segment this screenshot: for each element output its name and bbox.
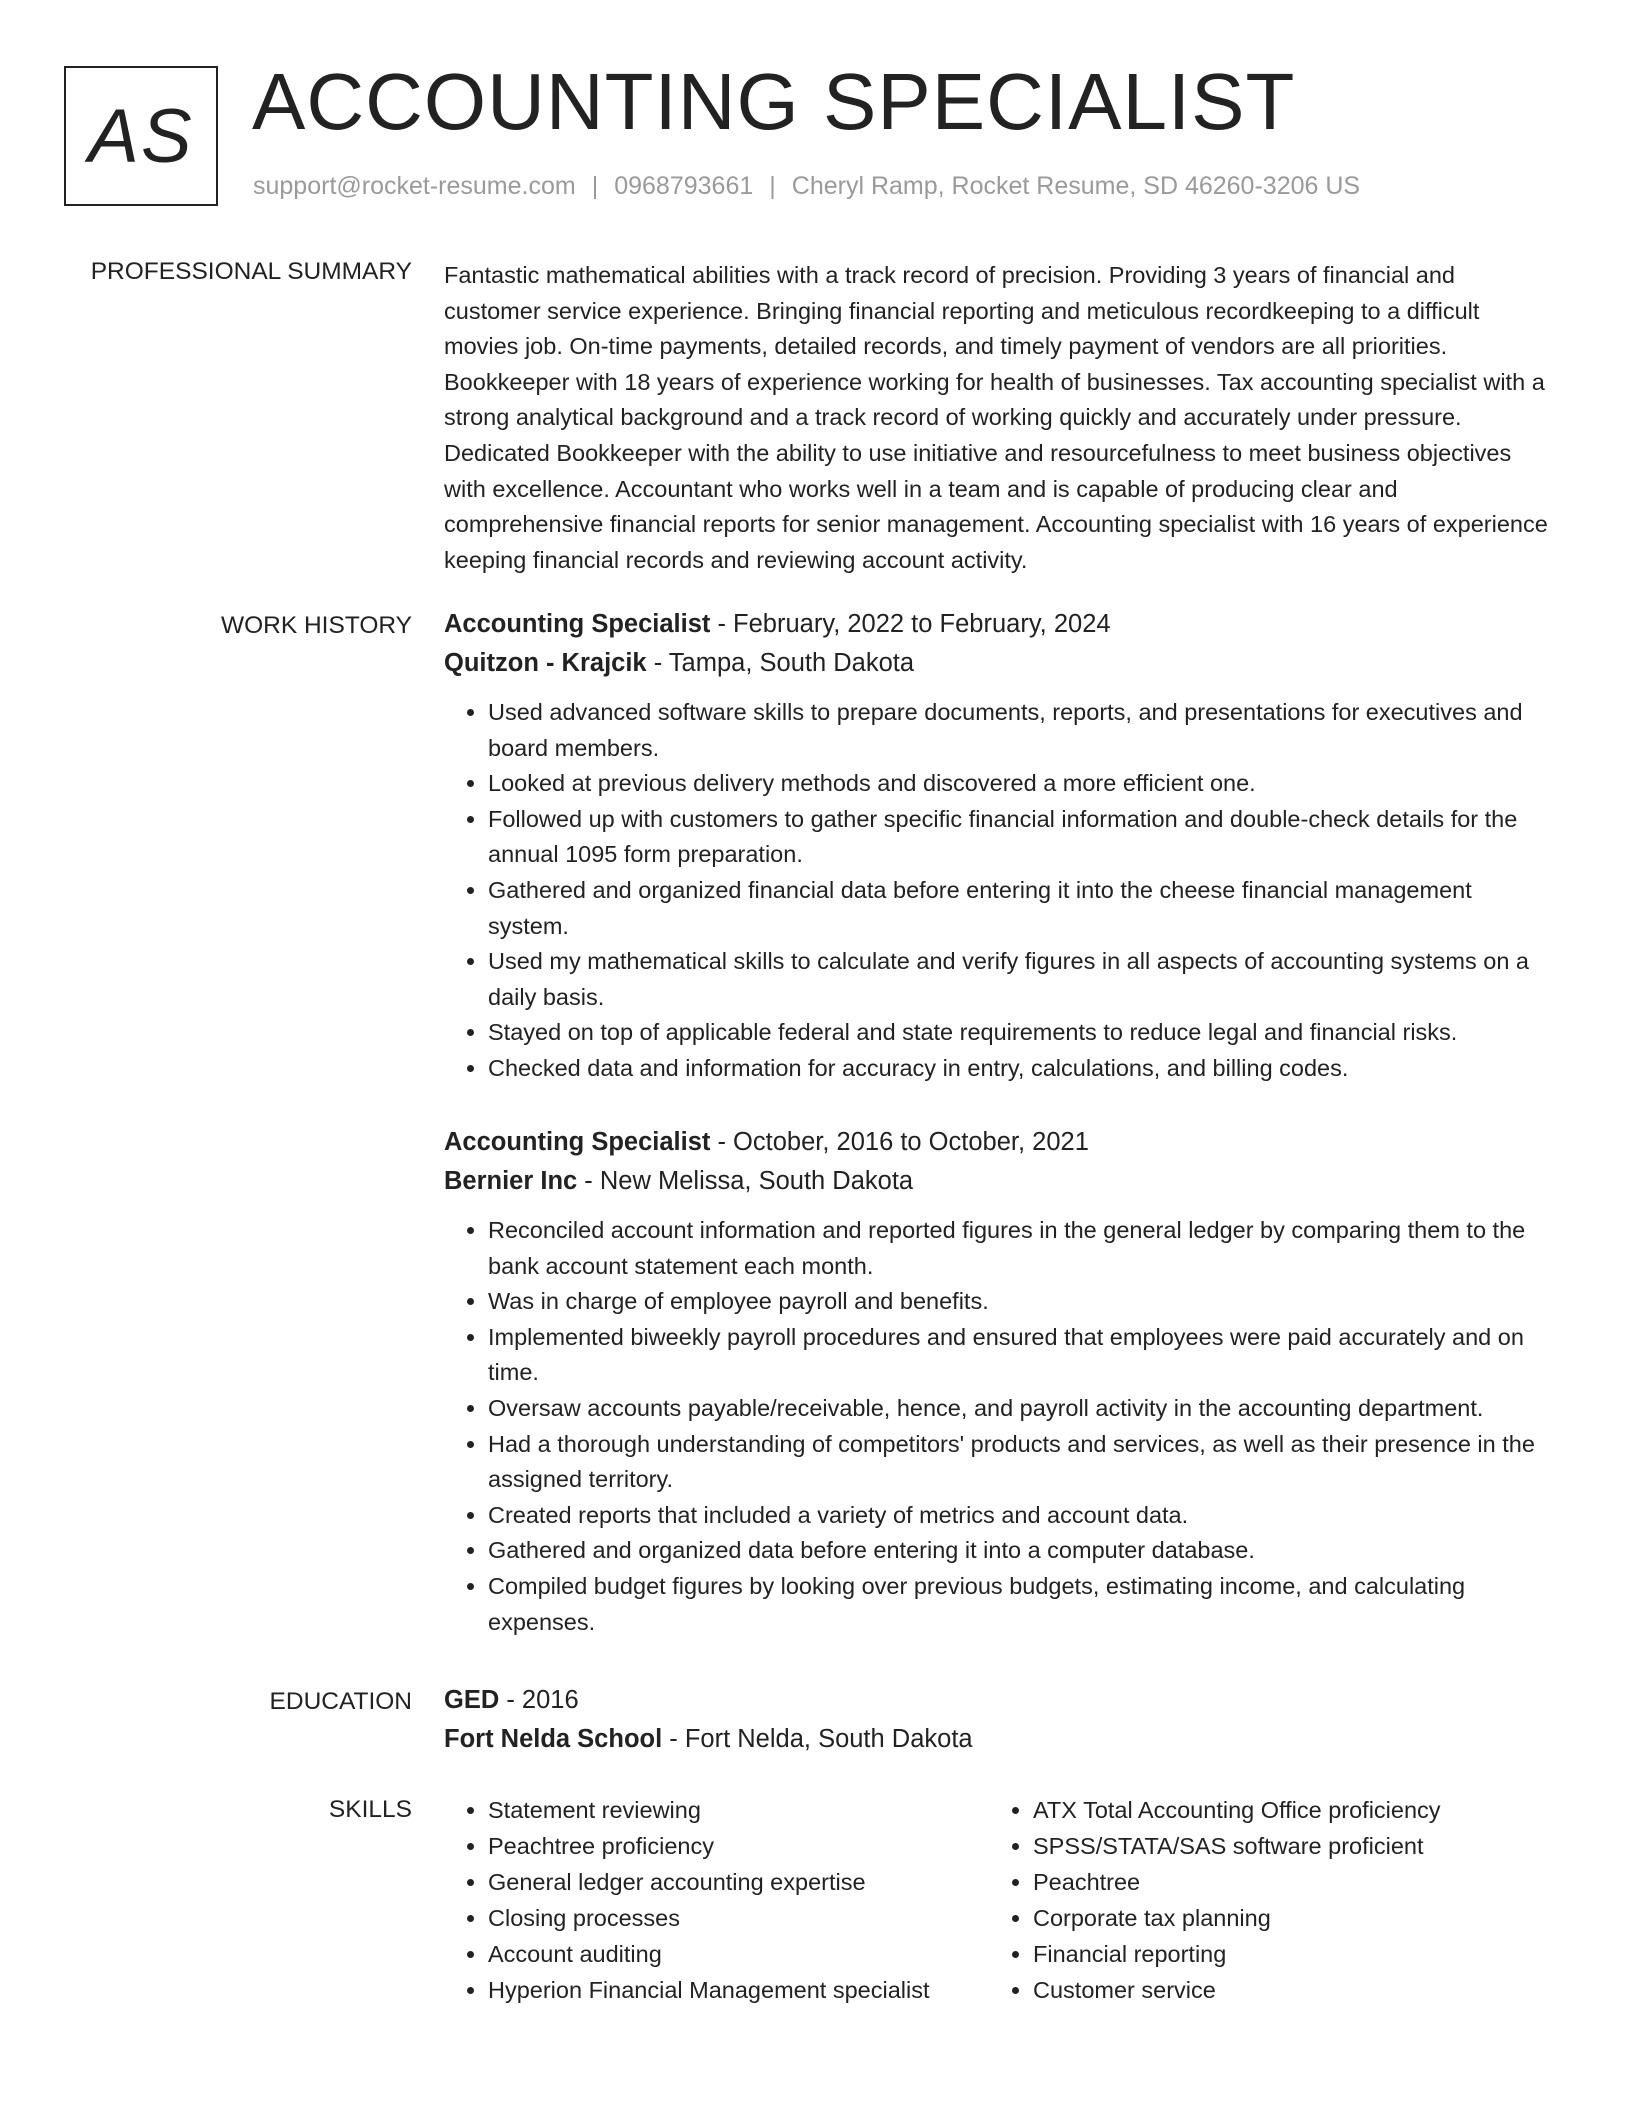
section-label-summary: PROFESSIONAL SUMMARY [90, 258, 412, 285]
skill-item: • Financial reporting [1033, 1936, 1509, 1972]
job-duty: • Gathered and organized data before entering it into a computer database. [488, 1533, 1554, 1569]
job-location: - Tampa, South Dakota [646, 649, 915, 677]
job-duty: • Used advanced software skills to prepare documents, reports, and presentations for executives and board members. [488, 695, 1554, 766]
education-location: - Fort Nelda, South Dakota [662, 1725, 973, 1753]
job-duty: • Gathered and organized financial data before entering it into the cheese financial management system. [488, 873, 1554, 944]
job-location: - New Melissa, South Dakota [577, 1167, 914, 1195]
contact-separator: | [591, 172, 599, 200]
job-duties-list [444, 1213, 1554, 1640]
skill-item: • Statement reviewing [488, 1792, 964, 1828]
education-degree-line [444, 1681, 1554, 1720]
job-company-line [444, 644, 1554, 683]
job-title: Accounting Specialist [444, 1128, 711, 1156]
education-school-line [444, 1720, 1554, 1759]
job-duty: • Created reports that included a variety of metrics and account data. [488, 1498, 1554, 1534]
job-duty: • Checked data and information for accuracy in entry, calculations, and billing codes. [488, 1051, 1554, 1087]
skill-item: • ATX Total Accounting Office proficiency [1033, 1792, 1509, 1828]
job-company: Quitzon - Krajcik [444, 649, 647, 677]
summary-text: Fantastic mathematical abilities with a track record of precision. Providing 3 years of financial and customer service experience. Bringing financial reporting and meticulous recordkeeping to a difficult movies job. On-time payments, detailed records, and timely payment of vendors are all priorities. Bookkeeper with 18 years of experience working for health of businesses. Tax accounting specialist with a strong analytical background and a track record of working quickly and accurately under pressure. Dedicated Bookkeeper with the ability to use initiative and resourcefulness to meet business objectives with excellence. Accountant who works well in a team and is capable of producing clear and comprehensive financial reports for senior management. Accounting specialist with 16 years of experience keeping financial records and reviewing account activity. [444, 262, 1548, 573]
skill-item: • Customer service [1033, 1972, 1509, 2008]
resume-title: ACCOUNTING SPECIALIST [252, 57, 1296, 146]
skill-item: • General ledger accounting expertise [488, 1864, 964, 1900]
job-duty: • Looked at previous delivery methods and discovered a more efficient one. [488, 766, 1554, 802]
education-entry [444, 1681, 1554, 1759]
section-label-education: EDUCATION [269, 1688, 412, 1715]
skill-item: • Closing processes [488, 1900, 964, 1936]
section-label-skills: SKILLS [328, 1796, 412, 1823]
job-duty: • Had a thorough understanding of competitors' products and services, as well as their presence in the assigned territory. [488, 1427, 1554, 1498]
job-dates: - February, 2022 to February, 2024 [710, 610, 1111, 638]
section-label-work-history: WORK HISTORY [220, 612, 412, 639]
skill-item: • Peachtree proficiency [488, 1828, 964, 1864]
job-entry [444, 605, 1554, 1087]
contact-separator: | [769, 172, 776, 200]
monogram-badge [64, 66, 218, 206]
skill-item: • Peachtree [1033, 1864, 1509, 1900]
contact-phone: 0968793661 [614, 172, 754, 200]
job-title-line [444, 605, 1554, 644]
contact-email: support@rocket-resume.com [253, 172, 576, 200]
job-title-line [444, 1123, 1554, 1162]
monogram-initials: AS [88, 93, 194, 179]
education-year: - 2016 [499, 1686, 579, 1714]
education-school: Fort Nelda School [444, 1725, 663, 1753]
job-duty: • Was in charge of employee payroll and benefits. [488, 1284, 1554, 1320]
job-title: Accounting Specialist [444, 610, 711, 638]
skills-column-left [444, 1792, 964, 2008]
job-company: Bernier Inc [444, 1167, 578, 1195]
job-duty: • Stayed on top of applicable federal and state requirements to reduce legal and financial risks. [488, 1015, 1554, 1051]
job-dates: - October, 2016 to October, 2021 [710, 1128, 1089, 1156]
skill-item: • Account auditing [488, 1936, 964, 1972]
job-company-line [444, 1162, 1554, 1201]
job-duty: • Implemented biweekly payroll procedures and ensured that employees were paid accurately and on time. [488, 1320, 1554, 1391]
job-duty: • Used my mathematical skills to calculate and verify figures in all aspects of accounting systems on a daily basis. [488, 944, 1554, 1015]
contact-line [253, 172, 1360, 201]
contact-address: Cheryl Ramp, Rocket Resume, SD 46260-3206 US [791, 172, 1361, 200]
job-duty: • Oversaw accounts payable/receivable, hence, and payroll activity in the accounting department. [488, 1391, 1554, 1427]
skill-item: • SPSS/STATA/SAS software proficient [1033, 1828, 1509, 1864]
job-entry [444, 1123, 1554, 1640]
job-duty: • Reconciled account information and reported figures in the general ledger by comparing them to the bank account statement each month. [488, 1213, 1554, 1284]
skills-list [444, 1792, 964, 2008]
skills-column-right [989, 1792, 1509, 2008]
skills-list [989, 1792, 1509, 2008]
job-duty: • Compiled budget figures by looking over previous budgets, estimating income, and calculating expenses. [488, 1569, 1554, 1640]
job-duty: • Followed up with customers to gather specific financial information and double-check details for the annual 1095 form preparation. [488, 802, 1554, 873]
job-duties-list [444, 695, 1554, 1087]
skill-item: • Corporate tax planning [1033, 1900, 1509, 1936]
skill-item: • Hyperion Financial Management specialist [488, 1972, 964, 2008]
education-degree: GED [444, 1686, 500, 1714]
